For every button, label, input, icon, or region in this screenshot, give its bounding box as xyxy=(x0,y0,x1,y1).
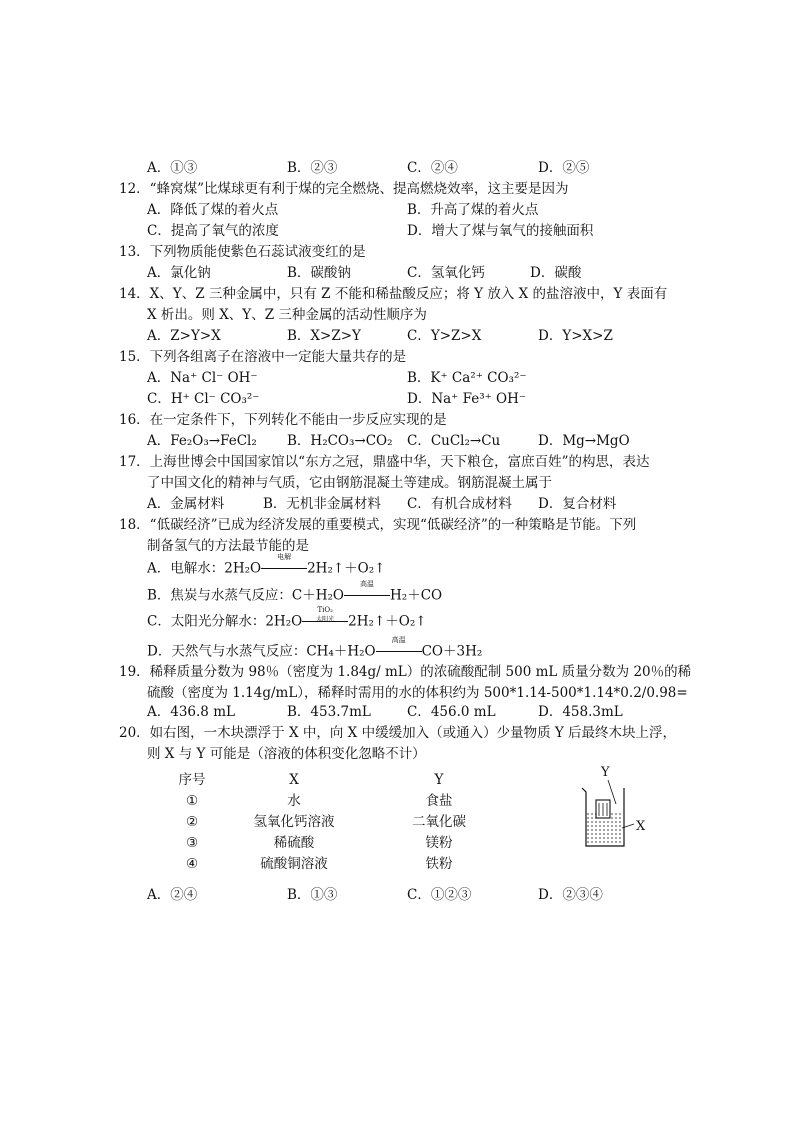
q13-option-a: A．氯化钠 xyxy=(147,265,211,281)
q17-option-d: D．复合材料 xyxy=(538,496,617,512)
q12-option-c: C．提高了氧气的浓度 xyxy=(147,223,279,239)
table-cell: ③ xyxy=(185,834,199,851)
q18-option-a-products: 2H₂↑＋O₂↑ xyxy=(307,560,386,577)
reaction-arrow xyxy=(261,553,307,576)
reaction-condition: 高温 xyxy=(391,636,406,644)
reaction-condition: 高温 xyxy=(360,580,375,588)
q18-option-c xyxy=(147,606,427,630)
q11-option-b: B．②③ xyxy=(287,160,338,176)
q16-option-b: B．H₂CO₃→CO₂ xyxy=(287,433,393,449)
q19-stem-line1: 19．稀释质量分数为 98％（密度为 1.84g/ mL）的浓硫酸配制 500 mL 质量分数为 20％的稀 xyxy=(119,664,692,680)
q14-option-b: B．X>Z>Y xyxy=(287,328,361,344)
reaction-condition-bottom: 太阳光 xyxy=(316,616,335,623)
q20-table xyxy=(160,770,514,875)
q13-option-d: D．碳酸 xyxy=(530,265,582,281)
q15-option-a: A．Na⁺ Cl⁻ OH⁻ xyxy=(147,370,258,386)
table-cell: ① xyxy=(185,792,199,809)
q16-option-d: D．Mg→MgO xyxy=(538,433,630,449)
q18-option-d-reactants: D．天然气与水蒸气反应：CH₄＋H₂O xyxy=(147,643,376,660)
table-cell: 氢氧化钙溶液 xyxy=(253,813,335,830)
q18-option-b-products: H₂＋CO xyxy=(390,587,443,604)
q12-option-a: A．降低了煤的着火点 xyxy=(147,202,279,218)
q12-stem: 12．“蜂窝煤”比煤球更有利于煤的完全燃烧、提高燃烧效率，这主要是因为 xyxy=(119,181,569,197)
q19-option-d: D．458.3mL xyxy=(538,704,623,720)
q20-stem-line2: 则 X 与 Y 可能是（溶液的体积变化忽略不计） xyxy=(147,746,426,762)
q19-option-c: C．456.0 mL xyxy=(407,704,496,720)
q19-option-a: A．436.8 mL xyxy=(147,704,235,720)
q16-option-c: C．CuCl₂→Cu xyxy=(407,433,501,449)
q20-option-c: C．①②③ xyxy=(407,887,472,903)
q18-option-b-reactants: B．焦炭与水蒸气反应：C＋H₂O xyxy=(147,587,345,604)
q16-option-a: A．Fe₂O₃→FeCl₂ xyxy=(147,433,257,449)
table-row xyxy=(160,854,514,875)
q19-stem-line2: 硫酸（密度为 1.14g/mL），稀释时需用的水的体积约为 500*1.14-500*1.14*0.2/0.98= xyxy=(147,685,688,701)
q18-option-a xyxy=(147,553,386,577)
q13-option-b: B．碳酸钠 xyxy=(287,265,351,281)
table-header: X xyxy=(289,771,299,788)
q14-option-c: C．Y>Z>X xyxy=(407,328,482,344)
q15-option-d: D．Na⁺ Fe³⁺ OH⁻ xyxy=(407,391,527,407)
q20-option-d: D．②③④ xyxy=(538,887,603,903)
figure-label-y: Y xyxy=(601,765,610,780)
q18-option-b xyxy=(147,580,443,604)
table-cell: ② xyxy=(185,813,199,830)
q11-option-a: A．①③ xyxy=(147,160,198,176)
q17-option-c: C．有机合成材料 xyxy=(407,496,512,512)
reaction-arrow xyxy=(344,580,390,603)
q18-option-c-products: 2H₂↑＋O₂↑ xyxy=(348,613,427,630)
reaction-condition: 电解 xyxy=(277,553,292,561)
q20-option-a: A．②④ xyxy=(147,887,198,903)
q18-option-c-reactants: C．太阳光分解水：2H₂O xyxy=(147,613,303,630)
q17-stem-line2: 了中国文化的精神与气质，它由钢筋混凝土等建成。钢筋混凝土属于 xyxy=(147,475,552,491)
q14-option-a: A．Z>Y>X xyxy=(147,328,221,344)
figure-label-x: X xyxy=(636,819,646,834)
table-cell: ④ xyxy=(185,855,199,872)
q18-stem-line1: 18．“低碳经济”已成为经济发展的重要模式，实现“低碳经济”的一种策略是节能。下列 xyxy=(119,517,637,533)
table-header: Y xyxy=(434,771,444,788)
q12-option-d: D．增大了煤与氧气的接触面积 xyxy=(407,223,594,239)
q17-option-b: B．无机非金属材料 xyxy=(263,496,381,512)
table-row xyxy=(160,833,514,854)
q20-stem-line1: 20．如右图，一木块漂浮于 X 中，向 X 中缓缓加入（或通入）少量物质 Y 后最终木块上浮， xyxy=(119,725,677,741)
q15-option-c: C．H⁺ Cl⁻ CO₃²⁻ xyxy=(147,391,260,407)
q18-option-d-products: CO＋3H₂ xyxy=(421,643,483,660)
reaction-condition-top: TiO₂ xyxy=(317,606,333,614)
table-header-row xyxy=(160,770,514,791)
q14-stem-line1: 14．X、Y、Z 三种金属中，只有 Z 不能和稀盐酸反应；将 Y 放入 X 的盐溶液中，Y 表面有 xyxy=(119,286,668,302)
q14-option-d: D．Y>X>Z xyxy=(538,328,613,344)
table-header: 序号 xyxy=(178,771,206,788)
table-cell: 硫酸铜溶液 xyxy=(260,855,328,872)
table-cell: 二氧化碳 xyxy=(412,813,466,830)
table-cell: 水 xyxy=(287,792,301,809)
table-row xyxy=(160,812,514,833)
q18-stem-line2: 制备氢气的方法最节能的是 xyxy=(147,538,309,554)
beaker-figure xyxy=(576,766,656,856)
table-cell: 食盐 xyxy=(425,792,453,809)
q14-stem-line2: X 析出。则 X、Y、Z 三种金属的活动性顺序为 xyxy=(147,307,427,323)
reaction-arrow xyxy=(376,636,422,659)
table-cell: 镁粉 xyxy=(425,834,453,851)
q18-option-a-reactants: A．电解水：2H₂O xyxy=(147,560,262,577)
q17-option-a: A．金属材料 xyxy=(147,496,225,512)
q12-option-b: B．升高了煤的着火点 xyxy=(407,202,539,218)
table-cell: 稀硫酸 xyxy=(273,834,315,851)
q15-stem: 15．下列各组离子在溶液中一定能大量共存的是 xyxy=(119,349,407,365)
q15-option-b: B．K⁺ Ca²⁺ CO₃²⁻ xyxy=(407,370,527,386)
q17-stem-line1: 17．上海世博会中国国家馆以“东方之冠，鼎盛中华，天下粮仓，富庶百姓”的构思，表达 xyxy=(119,454,650,470)
q18-option-d xyxy=(147,636,483,660)
table-cell: 铁粉 xyxy=(425,855,453,872)
q11-option-c: C．②④ xyxy=(407,160,458,176)
q19-option-b: B．453.7mL xyxy=(287,704,371,720)
q13-option-c: C．氢氧化钙 xyxy=(407,265,485,281)
q11-option-d: D．②⑤ xyxy=(538,160,590,176)
q13-stem: 13．下列物质能使紫色石蕊试液变红的是 xyxy=(119,244,366,260)
reaction-arrow xyxy=(302,606,348,629)
table-row xyxy=(160,791,514,812)
q16-stem: 16．在一定条件下，下列转化不能由一步反应实现的是 xyxy=(119,412,447,428)
q20-option-b: B．①③ xyxy=(287,887,338,903)
